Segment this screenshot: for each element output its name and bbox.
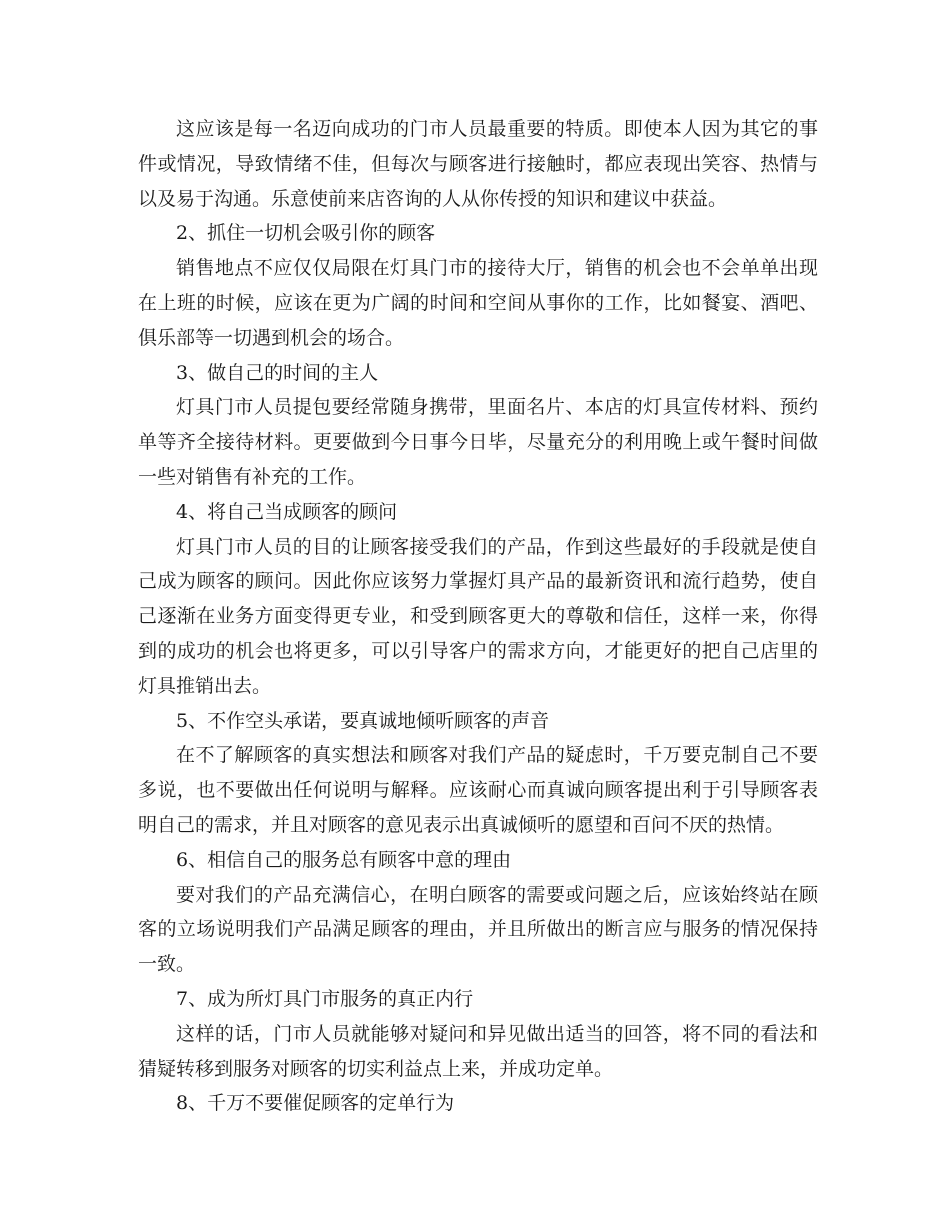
paragraph-intro: 这应该是每一名迈向成功的门市人员最重要的特质。即使本人因为其它的事件或情况，导致情绪不佳，但每次与顾客进行接触时，都应表现出笑容、热情与以及易于沟通。乐意使前来店咨询的人从你传授的知识和建议中获益。 — [138, 118, 818, 210]
paragraph-2: 销售地点不应仅仅局限在灯具门市的接待大厅，销售的机会也不会单单出现在上班的时候，应该在更为广阔的时间和空间从事你的工作，比如餐宴、酒吧、俱乐部等一切遇到机会的场合。 — [138, 257, 818, 349]
heading-3: 3、做自己的时间的主人 — [176, 361, 379, 384]
paragraph-6: 要对我们的产品充满信心，在明白顾客的需要或问题之后，应该始终站在顾客的立场说明我们产品满足顾客的理由，并且所做出的断言应与服务的情况保持一致。 — [138, 883, 818, 976]
paragraph-4: 灯具门市人员的目的让顾客接受我们的产品，作到这些最好的手段就是使自己成为顾客的顾问。因此你应该努力掌握灯具产品的最新资讯和流行趋势，使自己逐渐在业务方面变得更专业，和受到顾客更大的尊敬和信任，这样一来，你得到的成功的机会也将更多，可以引导客户的需求方向，才能更好的把自己店里的灯具推销出去。 — [138, 535, 818, 697]
heading-6: 6、相信自己的服务总有顾客中意的理由 — [176, 848, 512, 871]
paragraph-5: 在不了解顾客的真实想法和顾客对我们产品的疑虑时，千万要克制自己不要多说，也不要做出任何说明与解释。应该耐心而真诚向顾客提出利于引导顾客表明自己的需求，并且对顾客的意见表示出真诚倾听的愿望和百问不厌的热情。 — [138, 744, 818, 836]
paragraph-3: 灯具门市人员提包要经常随身携带，里面名片、本店的灯具宣传材料、预约单等齐全接待材料。更要做到今日事今日毕，尽量充分的利用晚上或午餐时间做一些对销售有补充的工作。 — [138, 396, 818, 488]
paragraph-7: 这样的话，门市人员就能够对疑问和异见做出适当的回答，将不同的看法和猜疑转移到服务对顾客的切实利益点上来，并成功定单。 — [138, 1022, 818, 1080]
heading-5: 5、不作空头承诺，要真诚地倾听顾客的声音 — [176, 709, 550, 732]
heading-8: 8、千万不要催促顾客的定单行为 — [176, 1092, 455, 1115]
document-body — [138, 112, 818, 1121]
heading-4: 4、将自己当成顾客的顾问 — [176, 500, 398, 523]
heading-2: 2、抓住一切机会吸引你的顾客 — [176, 222, 436, 245]
heading-7: 7、成为所灯具门市服务的真正内行 — [176, 987, 474, 1010]
